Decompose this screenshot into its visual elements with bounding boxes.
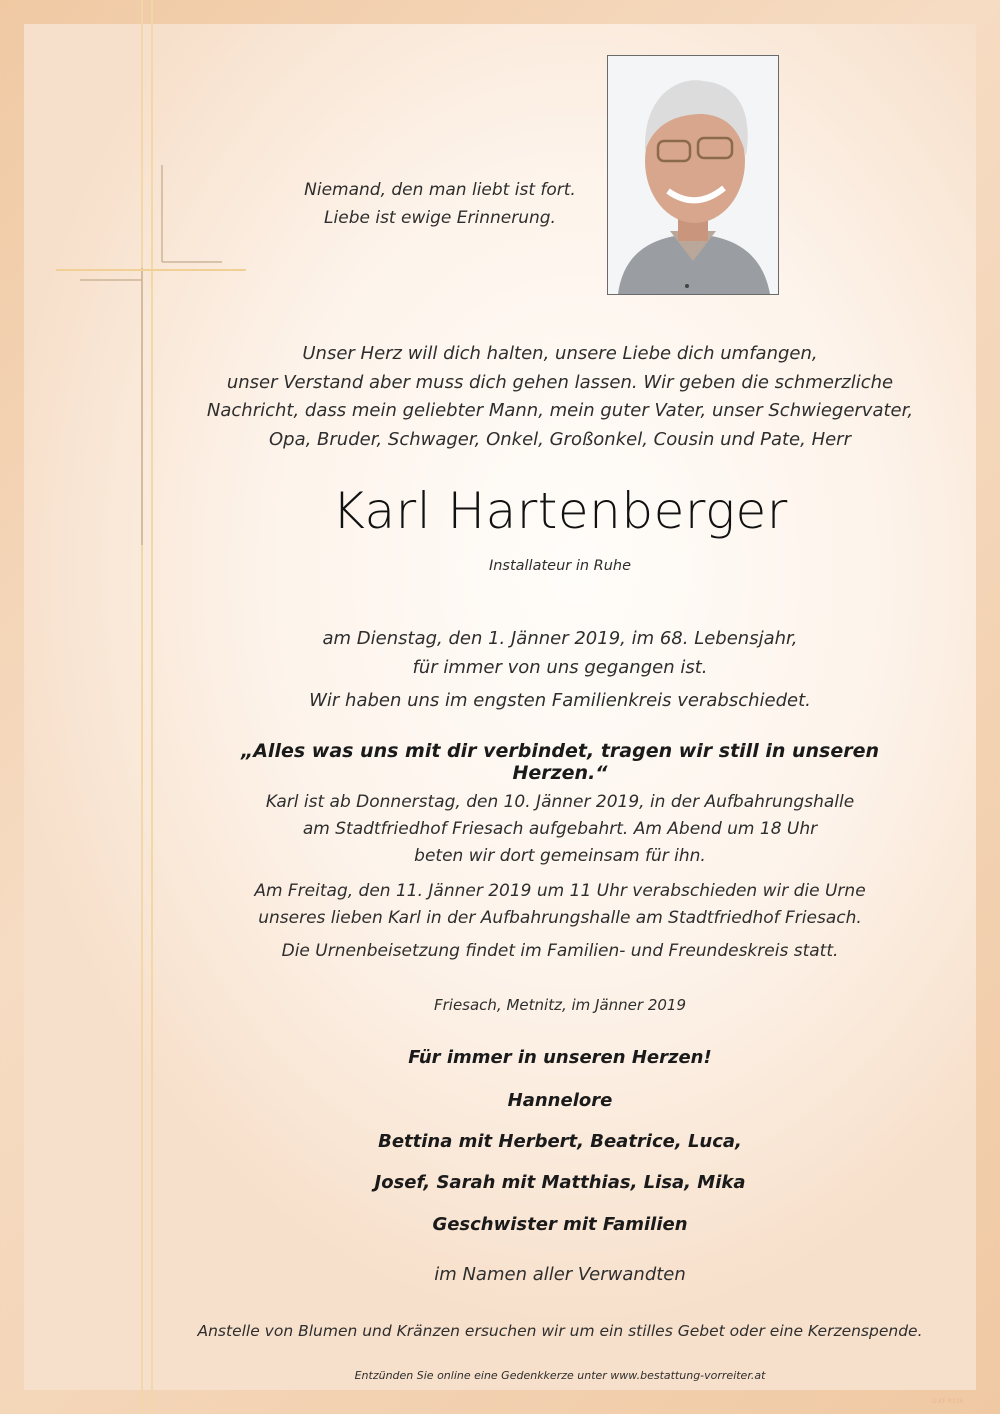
- relatives-line: im Namen aller Verwandten: [434, 1264, 686, 1285]
- document-code: G KF R126: [932, 1398, 964, 1405]
- mourner-line: Für immer in unseren Herzen!: [408, 1047, 712, 1068]
- online-candle-note: Entzünden Sie online eine Gedenkkerze unter www.bestattung-vorreiter.at: [354, 1369, 766, 1382]
- deceased-name: Karl Hartenberger: [332, 482, 788, 540]
- memorial-quote: Niemand, den man liebt ist fort. Liebe ist ewige Erinnerung.: [304, 180, 576, 228]
- funeral-info: Am Freitag, den 11. Jänner 2019 um 11 Uhr verabschieden wir die Urne unseres lieben Karl in der Aufbahrungshalle am Stadtfriedhof Friesach.: [254, 881, 866, 928]
- intro-text: Unser Herz will dich halten, unsere Liebe dich umfangen, unser Verstand aber muss dich gehen lassen. Wir geben die schmerzliche Nachricht, dass mein geliebter Mann, mein guter Vater, unser Schwiegervater, Opa, Bruder, Schwager, Onkel, Großonkel, Cousin und Pate, Herr: [206, 343, 914, 450]
- portrait-photo: [607, 55, 779, 295]
- mourner-line: Bettina mit Herbert, Beatrice, Luca,: [378, 1131, 742, 1152]
- mourner-line: Geschwister mit Familien: [432, 1214, 688, 1235]
- urn-info: Die Urnenbeisetzung findet im Familien- und Freundeskreis statt.: [281, 941, 839, 961]
- wake-info: Karl ist ab Donnerstag, den 10. Jänner 2019, in der Aufbahrungshalle am Stadtfriedhof Friesach aufgebahrt. Am Abend um 18 Uhr beten wir dort gemeinsam für ihn.: [265, 792, 855, 866]
- motto: „Alles was uns mit dir verbindet, tragen wir still in unseren Herzen.“: [240, 740, 880, 784]
- flowers-request: Anstelle von Blumen und Kränzen ersuchen wir um ein stilles Gebet oder eine Kerzenspende.: [197, 1322, 923, 1340]
- farewell-note: Wir haben uns im engsten Familienkreis verabschiedet.: [309, 690, 811, 711]
- mourner-line: Josef, Sarah mit Matthias, Lisa, Mika: [374, 1172, 746, 1193]
- mourner-line: Hannelore: [507, 1090, 613, 1111]
- deceased-job: Installateur in Ruhe: [488, 558, 632, 574]
- place-date: Friesach, Metnitz, im Jänner 2019: [433, 996, 687, 1014]
- death-date: am Dienstag, den 1. Jänner 2019, im 68. Lebensjahr, für immer von uns gegangen ist.: [322, 628, 798, 678]
